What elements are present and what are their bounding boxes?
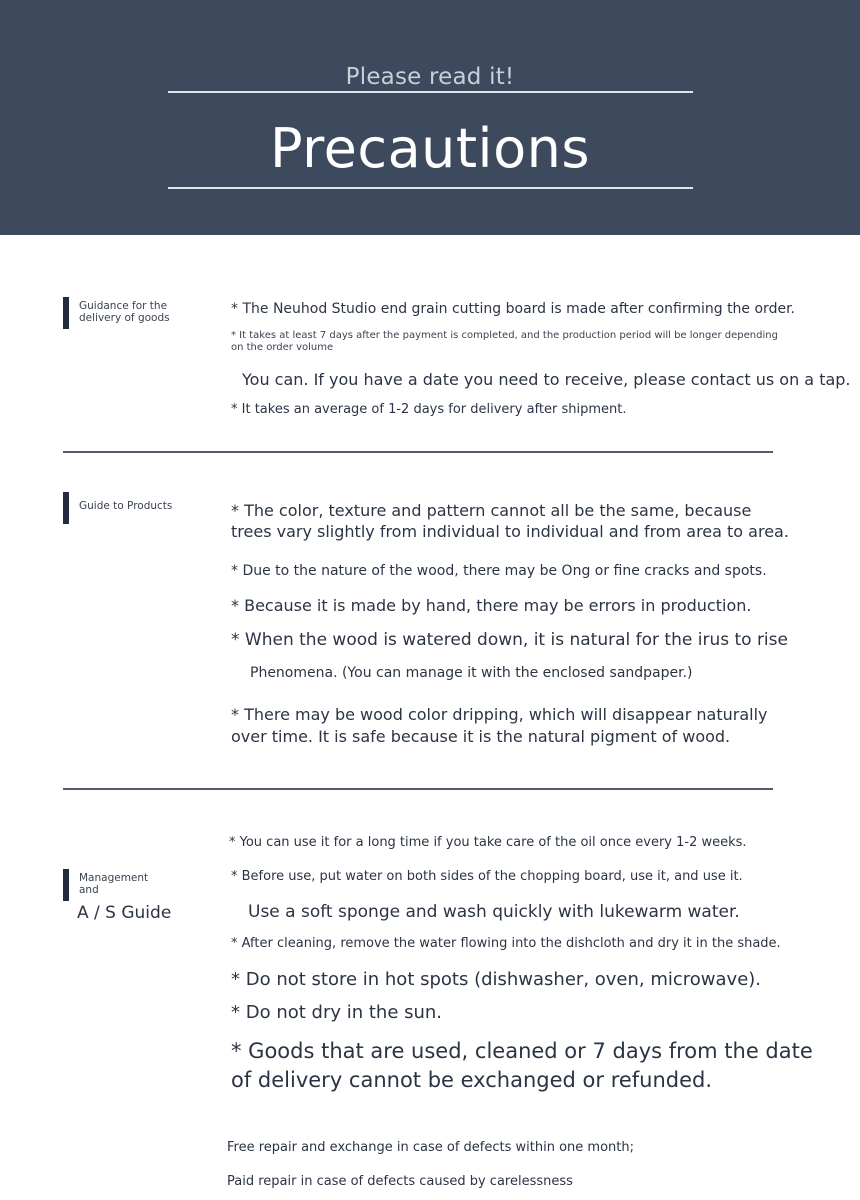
management-item: * After cleaning, remove the water flowing into the dishcloth and dry it in the shade. [231,936,781,951]
delivery-section-marker [63,297,69,329]
delivery-label-line1: Guidance for the [79,300,168,312]
management-item: of delivery cannot be exchanged or refunded. [231,1068,713,1092]
management-item: * Goods that are used, cleaned or 7 days from the date [231,1039,813,1063]
management-section-marker [63,869,69,901]
products-item: over time. It is safe because it is the natural pigment of wood. [231,727,731,746]
products-item: * The color, texture and pattern cannot all be the same, because [231,501,752,520]
delivery-section-label [79,300,170,324]
products-section-marker [63,492,69,524]
delivery-item: * It takes at least 7 days after the payment is completed, and the production period will be longer depending on the order volume [231,330,778,353]
management-label-line2: and [79,884,99,896]
products-section-label: Guide to Products [79,500,173,512]
delivery-item: You can. If you have a date you need to receive, please contact us on a tap. [242,370,851,389]
header-bottom-rule [168,187,693,189]
management-item: Paid repair in case of defects caused by carelessness [227,1174,573,1189]
management-item: * Do not dry in the sun. [231,1002,443,1023]
section-divider [63,788,773,790]
management-item: * Do not store in hot spots (dishwasher, oven, microwave). [231,969,762,990]
products-item: * Due to the nature of the wood, there may be Ong or fine cracks and spots. [231,563,767,579]
header-subtitle: Please read it! [345,64,515,90]
products-item: Phenomena. (You can manage it with the enclosed sandpaper.) [250,665,693,681]
management-item: Use a soft sponge and wash quickly with lukewarm water. [248,902,740,922]
management-item: * Before use, put water on both sides of the chopping board, use it, and use it. [231,869,743,884]
section-divider [63,451,773,453]
delivery-item: * It takes an average of 1-2 days for delivery after shipment. [231,402,627,417]
delivery-item: * The Neuhod Studio end grain cutting board is made after confirming the order. [231,301,795,317]
management-section-label [79,872,148,896]
products-item: * When the wood is watered down, it is natural for the irus to rise [231,630,788,650]
products-item: trees vary slightly from individual to individual and from area to area. [231,522,789,541]
management-label-line1: Management [79,872,149,884]
management-section-title: A / S Guide [77,903,172,923]
management-item: Free repair and exchange in case of defects within one month; [227,1140,634,1155]
products-item: * There may be wood color dripping, which will disappear naturally [231,705,768,724]
delivery-label-line2: delivery of goods [79,312,170,324]
header-top-rule [168,91,693,93]
page-title: Precautions [270,117,590,180]
header-banner [0,0,860,235]
management-item: * You can use it for a long time if you take care of the oil once every 1-2 weeks. [229,835,747,850]
products-item: * Because it is made by hand, there may be errors in production. [231,596,752,615]
